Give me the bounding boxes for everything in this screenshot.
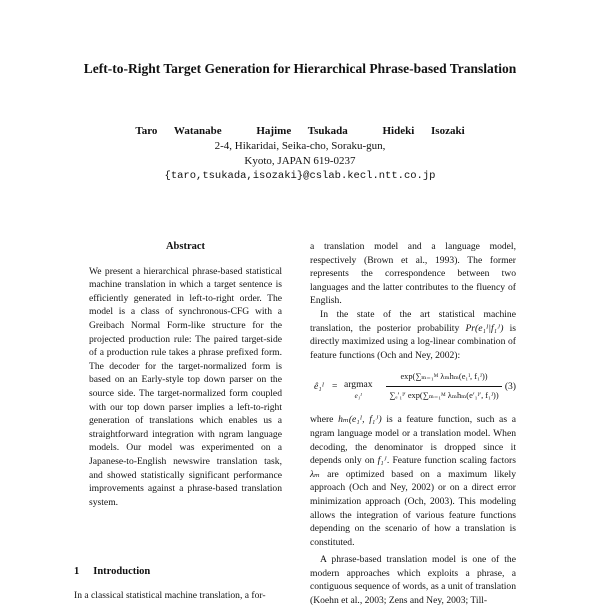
author-name: Taro Watanabe [135,125,222,137]
paragraph: a translation model and a language model, respectively (Brown et al., 1993). The former represents the correspondence between two languages and the latter contributes to the fluency of English. [310,241,516,307]
argmax-subscript: e₁ᴵ [354,391,362,400]
argmax-label: argmax [344,379,373,391]
fraction-numerator: exp(∑ₘ₌₁ᴹ λₘhₘ(e₁ᴵ, f₁ᴶ)) [386,370,502,387]
equation-number: (3) [504,381,516,393]
text-run: . Feature function scaling factors [386,455,516,467]
paragraph [310,413,516,549]
math-inline: λₘ [310,468,321,480]
text-run: are optimized based on a maximum likely approach (Och and Ney, 2002) or on a direct error minimization approach (Och, 2003). This modeling allows the integration of various feature functions depending on the scenario of how a translation is constituted. [310,468,516,548]
fraction-denominator: ∑ₑ′₁ᴵ′ exp(∑ₘ₌₁ᴹ λₘhₘ(e′₁ᴵ′, f₁ᴶ)) [389,390,499,400]
section-heading-introduction [74,566,150,577]
section-title: Introduction [93,566,151,577]
address-line: 2-4, Hikaridai, Seika-cho, Soraku-gun, [214,140,386,152]
text-run: is a feature function, such as a ngram language model or a translation model. When decoding, the denominator is dropped since it depends only on [310,414,517,467]
section-number: 1 [74,566,80,577]
author-block [60,124,540,184]
argmax-operator [344,378,373,400]
math-inline: f₁ᴶ [377,455,387,467]
author-name: Hideki Isozaki [382,125,465,137]
math-inline: hₘ(e₁ᴵ, f₁ᴶ) [338,414,382,426]
author-name: Hajime Tsukada [256,125,348,137]
text-run: In the state of the art statistical machine translation, the posterior probability [310,308,516,334]
math-inline: Pr(e₁ᴵ|f₁ᴶ) [465,322,504,334]
abstract-heading: Abstract [165,241,206,252]
abstract-text: We present a hierarchical phrase-based statistical machine translation in which a target sentence is efficiently generated in left-to-right order. The model is a class of synchronous-CFG with a Greibach Normal Form-like structure for the projected production rule: The paired target-side of a production rule takes a phrase prefixed form. The decoder for the target-normalized form is based on an Early-style top down parser on the source side. The target-normalized form coupled with our top down parser implies a left-to-right generation of translations which enables us a straightforward integration with ngram language models. Our model was experimented on a Japanese-to-English newswire translation task, and showed statistically significant performance improvements against a phrase-based translation system. [89,265,282,508]
author-names [60,124,540,139]
introduction-text: In a classical statistical machine translation, a for- [74,590,266,601]
text-run: where [310,414,339,426]
paragraph: A phrase-based translation model is one of the modern approaches which exploits a phrase, a contiguous sequence of words, as a unit of translation (Koehn et al., 2003; Zens and Ney, 2003; Till- [310,554,516,607]
right-column [310,240,516,608]
equation-3 [310,370,516,404]
paragraph [310,308,516,362]
equals-sign: = [332,381,338,393]
equation-fraction [386,370,502,402]
paper-title: Left-to-Right Target Generation for Hierarchical Phrase-based Translation [83,61,517,76]
address-line: Kyoto, JAPAN 619-0237 [244,155,356,167]
text-run: is directly maximized using a log-linear combination of feature functions (Och and Ney, 2002): [310,322,516,361]
author-email: {taro,tsukada,isozaki}@cslab.kecl.ntt.co.jp [164,170,436,182]
left-column [89,240,282,509]
equation-lhs: ê₁ᴵ [314,381,325,393]
